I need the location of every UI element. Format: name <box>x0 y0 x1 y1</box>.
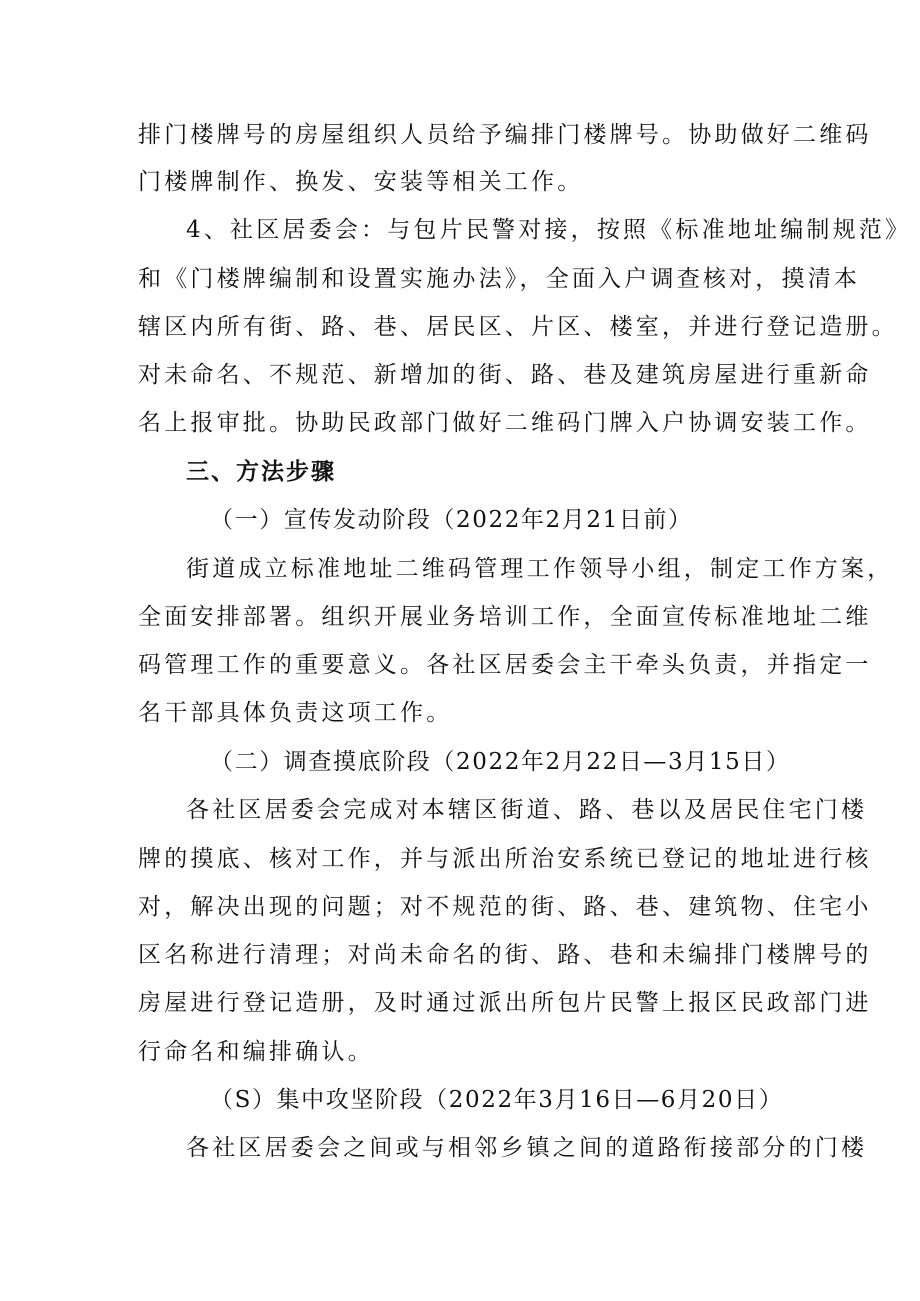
section-heading-methods: 三、方法步骤 <box>186 459 336 485</box>
paragraph-line: 牌的摸底、核对工作，并与派出所治安系统已登记的地址进行核 <box>138 846 872 872</box>
subsection-heading-2: （二）调查摸底阶段（2022年2月22日—3月15日） <box>210 749 791 775</box>
paragraph-line-continued: 排门楼牌号的房屋组织人员给予编排门楼牌号。协助做好二维码 <box>138 122 872 148</box>
paragraph-4-line: 和《门楼牌编制和设置实施办法》，全面入户调查核对，摸清本 <box>138 266 861 292</box>
paragraph-line-continued: 门楼牌制作、换发、安装等相关工作。 <box>138 169 584 195</box>
paragraph-4-line: 名上报审批。协助民政部门做好二维码门牌入户协调安装工作。 <box>138 410 872 436</box>
paragraph-line: 对，解决出现的问题；对不规范的街、路、巷、建筑物、住宅小 <box>138 894 872 920</box>
subsection-heading-3: （S）集中攻坚阶段（2022年3月16日—6月20日） <box>210 1087 784 1113</box>
paragraph-line: 各社区居委会之间或与相邻乡镇之间的道路衔接部分的门楼 <box>186 1135 868 1161</box>
paragraph-4-line: 辖区内所有街、路、巷、居民区、片区、楼室，并进行登记造册。 <box>138 314 898 340</box>
paragraph-line: 街道成立标准地址二维码管理工作领导小组，制定工作方案， <box>186 556 894 582</box>
paragraph-line: 行命名和编排确认。 <box>138 1039 374 1065</box>
paragraph-4-line: 对未命名、不规范、新增加的街、路、巷及建筑房屋进行重新命 <box>138 362 872 388</box>
paragraph-line: 码管理工作的重要意义。各社区居委会主干牵头负责，并指定一 <box>138 652 872 678</box>
subsection-heading-1: （一）宣传发动阶段（2022年2月21日前） <box>210 507 693 533</box>
paragraph-4-line: 4、社区居委会：与包片民警对接，按照《标准地址编制规范》 <box>186 217 912 243</box>
paragraph-line: 各社区居委会完成对本辖区街道、路、巷以及居民住宅门楼 <box>186 797 868 823</box>
paragraph-line: 全面安排部署。组织开展业务培训工作，全面宣传标准地址二维 <box>138 604 872 630</box>
paragraph-line: 房屋进行登记造册，及时通过派出所包片民警上报区民政部门进 <box>138 990 872 1016</box>
paragraph-line: 区名称进行清理；对尚未命名的街、路、巷和未编排门楼牌号的 <box>138 942 872 968</box>
paragraph-line: 名干部具体负责这项工作。 <box>138 700 453 726</box>
